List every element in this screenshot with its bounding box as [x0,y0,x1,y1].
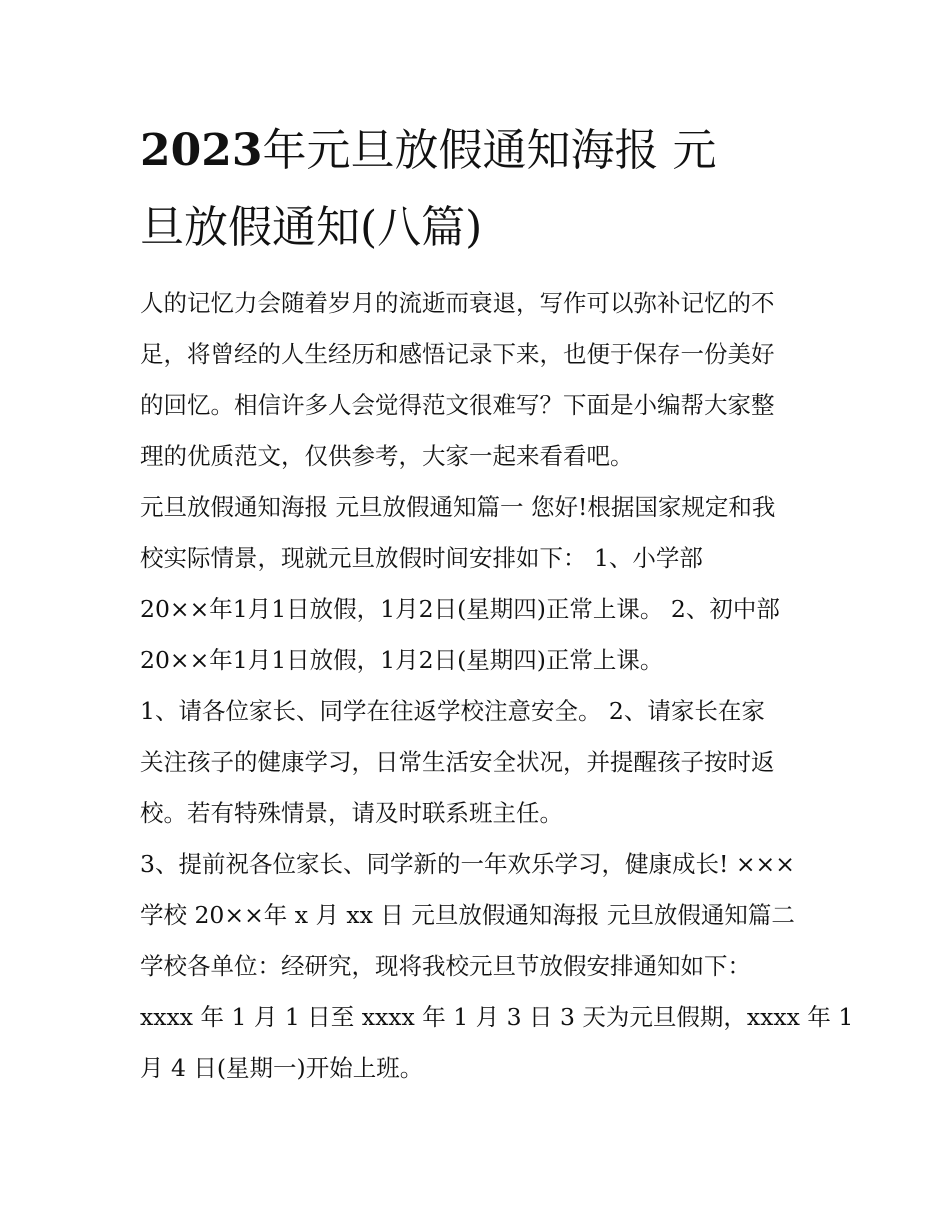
text-line: 校。若有特殊情景，请及时联系班主任。 [140,799,563,827]
paragraph-intro [140,278,816,482]
text-line: 元旦放假通知海报 元旦放假通知篇一 您好!根据国家规定和我 [140,493,776,521]
paragraph-notice-one [140,482,816,686]
document-body [140,278,854,1094]
text-line: 的回忆。相信许多人会觉得范文很难写？下面是小编帮大家整 [140,391,775,419]
text-line: 20××年1月1日放假，1月2日(星期四)正常上课。 2、初中部 [140,595,780,623]
text-line: 20××年1月1日放假，1月2日(星期四)正常上课。 [140,646,664,674]
text-line: 学校 20××年 x 月 xx 日 元旦放假通知海报 元旦放假通知篇二 [140,901,795,929]
title-line: 旦放假通知(八篇) [140,202,483,253]
text-line: 理的优质范文，仅供参考，大家一起来看看吧。 [140,442,634,470]
text-line: xxxx 年 1 月 1 日至 xxxx 年 1 月 3 日 3 天为元旦假期，xxxx 年 1 [140,1003,854,1031]
title-year: 2023 [140,125,263,176]
text-line: 3、提前祝各位家长、同学新的一年欢乐学习，健康成长! ××× [140,850,795,878]
text-line: 学校各单位：经研究，现将我校元旦节放假安排通知如下： [140,952,751,980]
text-line: 月 4 日(星期一)开始上班。 [140,1054,424,1082]
document-title [140,112,820,266]
title-line [140,112,820,189]
paragraph-safety [140,686,816,839]
title-rest: 年元旦放假通知海报 元 [262,125,717,176]
text-line: 校实际情景，现就元旦放假时间安排如下： 1、小学部 [140,544,703,572]
text-line: 1、请各位家长、同学在往返学校注意安全。 2、请家长在家 [140,697,765,725]
text-line: 足，将曾经的人生经历和感悟记录下来，也便于保存一份美好 [140,340,775,368]
text-line: 关注孩子的健康学习，日常生活安全状况，并提醒孩子按时返 [140,748,775,776]
text-line: 人的记忆力会随着岁月的流逝而衰退，写作可以弥补记忆的不 [140,289,775,317]
paragraph-notice-two [140,839,854,1094]
